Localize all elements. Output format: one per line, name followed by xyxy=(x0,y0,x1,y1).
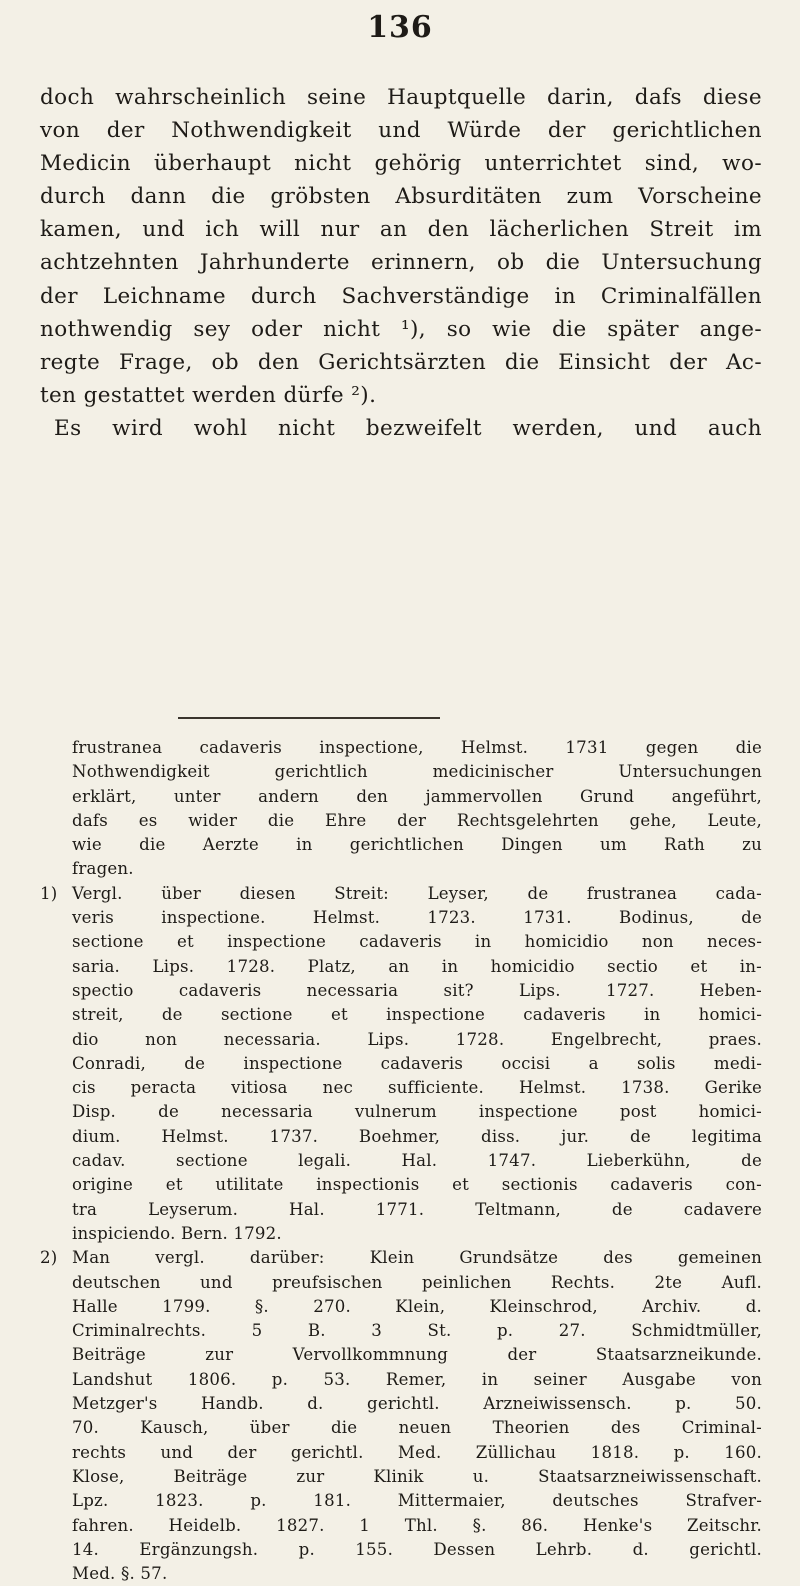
body-line: achtzehnten Jahrhunderte erinnern, ob die Untersuchung xyxy=(40,250,762,276)
footnote-line: Beiträge zur Vervollkommnung der Staatsarzneikunde. xyxy=(72,1345,762,1365)
body-line: von der Nothwendigkeit und Würde der gerichtlichen xyxy=(40,118,762,144)
footnote-line: inspiciendo. Bern. 1792. xyxy=(72,1223,282,1243)
footnote-line: sectione et inspectione cadaveris in homicidio non neces- xyxy=(72,932,762,952)
footnote-line: cis peracta vitiosa nec sufficiente. Helmst. 1738. Gerike xyxy=(72,1078,762,1098)
body-line: kamen, und ich will nur an den lächerlichen Streit im xyxy=(40,217,762,243)
footnote-line: Criminalrechts. 5 B. 3 St. p. 27. Schmidtmüller, xyxy=(72,1321,762,1341)
body-line: Es wird wohl nicht bezweifelt werden, und auch xyxy=(54,415,762,441)
footnote-continuation xyxy=(40,736,762,882)
footnote-line xyxy=(40,882,762,906)
footnote-line: dafs es wider die Ehre der Rechtsgelehrten gehe, Leute, xyxy=(72,810,762,830)
body-line: doch wahrscheinlich seine Hauptquelle darin, dafs diese xyxy=(40,85,762,110)
footnotes xyxy=(40,736,762,1586)
body-line: der Leichname durch Sachverständige in Criminalfällen xyxy=(40,283,762,309)
footnote-line: Landshut 1806. p. 53. Remer, in seiner Ausgabe von xyxy=(72,1369,762,1389)
footnote-line: streit, de sectione et inspectione cadaveris in homici- xyxy=(72,1005,762,1025)
footnote-line: 14. Ergänzungsh. p. 155. Dessen Lehrb. d. gerichtl. xyxy=(72,1539,762,1559)
footnote-marker: 1) xyxy=(40,883,58,903)
footnote-line: fahren. Heidelb. 1827. 1 Thl. §. 86. Henke's Zeitschr. xyxy=(72,1515,762,1535)
footnote-line: 70. Kausch, über die neuen Theorien des Criminal- xyxy=(72,1418,762,1438)
body-text xyxy=(40,81,762,445)
footnote-line: cadav. sectione legali. Hal. 1747. Lieberkühn, de xyxy=(72,1151,762,1171)
footnote-line: erklärt, unter andern den jammervollen Grund angeführt, xyxy=(72,786,762,806)
body-line: Medicin überhaupt nicht gehörig unterrichtet sind, wo- xyxy=(40,151,762,177)
footnote-line: Nothwendigkeit gerichtlich medicinischer Untersuchungen xyxy=(72,762,762,782)
body-line: nothwendig sey oder nicht ¹), so wie die später ange- xyxy=(40,316,762,342)
body-line: durch dann die gröbsten Absurditäten zum Vorscheine xyxy=(40,184,762,210)
footnote-line xyxy=(40,1246,762,1270)
footnote-2 xyxy=(40,1246,762,1586)
footnote-line: spectio cadaveris necessaria sit? Lips. 1727. Heben- xyxy=(72,980,762,1000)
footnote-line: dio non necessaria. Lips. 1728. Engelbrecht, praes. xyxy=(72,1029,762,1049)
footnote-line: saria. Lips. 1728. Platz, an in homicidio sectio et in- xyxy=(72,956,762,976)
footnote-line: frustranea cadaveris inspectione, Helmst. 1731 gegen die xyxy=(72,738,762,757)
footnote-rule xyxy=(178,717,440,719)
footnote-line: Klose, Beiträge zur Klinik u. Staatsarzneiwissenschaft. xyxy=(72,1466,762,1486)
footnote-line: dium. Helmst. 1737. Boehmer, diss. jur. de legitima xyxy=(72,1126,762,1146)
footnote-line: origine et utilitate inspectionis et sectionis cadaveris con- xyxy=(72,1175,762,1195)
footnote-line: Conradi, de inspectione cadaveris occisi a solis medi- xyxy=(72,1053,762,1073)
footnote-line: Lpz. 1823. p. 181. Mittermaier, deutsches Strafver- xyxy=(72,1491,762,1511)
footnote-text: Vergl. über diesen Streit: Leyser, de frustranea cada- xyxy=(72,883,762,903)
footnote-line: Med. §. 57. xyxy=(72,1564,168,1584)
footnote-line: veris inspectione. Helmst. 1723. 1731. Bodinus, de xyxy=(72,908,762,928)
footnote-1 xyxy=(40,882,762,1246)
footnote-line: Metzger's Handb. d. gerichtl. Arzneiwissensch. p. 50. xyxy=(72,1394,762,1414)
footnote-line: deutschen und preufsischen peinlichen Rechts. 2te Aufl. xyxy=(72,1272,762,1292)
footnote-text: Man vergl. darüber: Klein Grundsätze des gemeinen xyxy=(72,1248,762,1268)
footnote-line: tra Leyserum. Hal. 1771. Teltmann, de cadavere xyxy=(72,1199,762,1219)
footnote-line: rechts und der gerichtl. Med. Züllichau 1818. p. 160. xyxy=(72,1442,762,1462)
footnote-line: fragen. xyxy=(72,859,134,879)
footnote-marker: 2) xyxy=(40,1248,58,1268)
footnote-line: Halle 1799. §. 270. Klein, Kleinschrod, Archiv. d. xyxy=(72,1296,762,1316)
footnote-line: wie die Aerzte in gerichtlichen Dingen um Rath zu xyxy=(72,835,762,855)
page-number: 136 xyxy=(367,10,433,45)
body-line: regte Frage, ob den Gerichtsärzten die Einsicht der Ac- xyxy=(40,349,762,375)
footnote-line: Disp. de necessaria vulnerum inspectione post homici- xyxy=(72,1102,762,1122)
body-line: ten gestattet werden dürfe ²). xyxy=(40,382,377,408)
